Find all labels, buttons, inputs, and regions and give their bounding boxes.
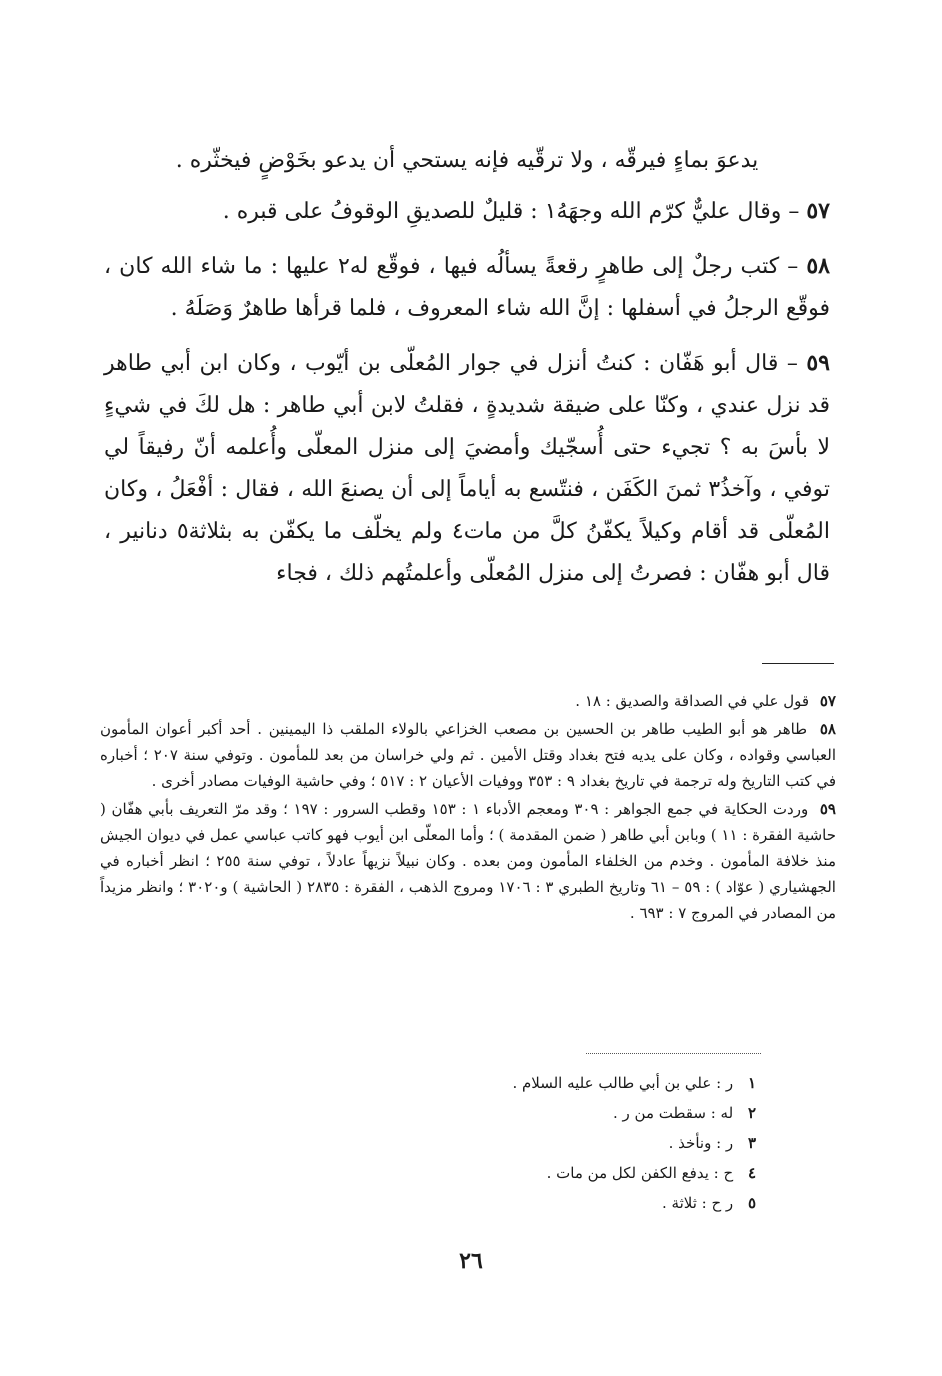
variant-2 — [376, 1098, 756, 1128]
variants-separator — [586, 1053, 761, 1054]
variant-3 — [376, 1128, 756, 1158]
variant-number: ٥ — [747, 1194, 756, 1212]
note-text: قول علي في الصداقة والصديق : ١٨ . — [575, 692, 810, 710]
paragraph-57 — [104, 190, 830, 233]
note-number: ٥٨ — [819, 720, 836, 738]
variant-text: له : سقطت من ر . — [612, 1104, 734, 1122]
footnote-separator — [762, 663, 834, 664]
variant-number: ٣ — [747, 1134, 756, 1152]
note-number: ٥٩ — [819, 800, 836, 818]
page-number: ٢٦ — [459, 1248, 483, 1274]
note-text: طاهر هو أبو الطيب طاهر بن الحسين بن مصعب الخزاعي بالولاء الملقب ذا اليمينين . أحد أكبر أعوان المأمون العباسي وقواده ، وكان على يديه فتح بغداد وقتل الأمين . ثم ولي خراسان من بعد للمأمون . وتوفي سنة ٢٠٧ ؛ أخباره في كتب التاريخ وله ترجمة في تاريخ بغداد ٩ : ٣٥٣ ووفيات الأعيان ٢ : ٥١٧ ؛ وفي حاشية الوفيات مصادر أخرى . — [100, 720, 836, 790]
variant-number: ٤ — [747, 1164, 756, 1182]
paragraph-number: ٥٨ — [806, 253, 830, 279]
paragraph-text: – وقال عليٌّ كرّم الله وجهَهُ١ : قليلٌ للصديقِ الوقوفُ على قبره . — [222, 199, 800, 224]
variant-4 — [376, 1158, 756, 1188]
variant-text: ر : ونأخذ . — [668, 1134, 734, 1152]
variant-5 — [376, 1188, 756, 1218]
paragraph-number: ٥٩ — [806, 350, 830, 376]
paragraph-59 — [104, 342, 830, 595]
variant-number: ١ — [747, 1074, 756, 1092]
paragraph-number: ٥٧ — [806, 198, 830, 224]
variant-1 — [376, 1068, 756, 1098]
note-59 — [100, 796, 836, 926]
note-number: ٥٧ — [819, 692, 836, 710]
main-text — [104, 140, 830, 607]
manuscript-variants — [376, 1068, 756, 1218]
variant-text: ح : يدفع الكفن لكل من مات . — [546, 1164, 734, 1182]
variant-number: ٢ — [747, 1104, 756, 1122]
variant-text: ر ح : ثلاثة . — [661, 1194, 734, 1212]
paragraph-58 — [104, 245, 830, 330]
note-text: وردت الحكاية في جمع الجواهر : ٣٠٩ ومعجم الأدباء ١ : ١٥٣ وقطب السرور : ١٩٧ ؛ وقد مرّ التعريف بأبي هفّان ( حاشية الفقرة : ١١ ) وبابن أبي طاهر ( ضمن المقدمة ) ؛ وأما المعلّى ابن أيوب فهو كاتب عباسي عمل في ديوان الجيش منذ خلافة المأمون . وخدم من الخلفاء المأمون ومن بعده . وكان نبيلاً نزيهاً عادلاً ، توفي سنة ٢٥٥ ؛ انظر أخباره في الجهشياري ( عوّاد ) : ٥٩ – ٦١ وتاريخ الطبري ٣ : ١٧٠٦ ومروج الذهب ، الفقرة : ٢٨٣٥ ( الحاشية ) و٣٠٢٠ ؛ وانظر مزيداً من المصادر في المروج ٧ : ٦٩٣ . — [100, 800, 836, 922]
opening-line: يدعوَ بماءٍ فيرقّه ، ولا ترقّيه فإنه يستحي أن يدعو بخَوْضٍ فيخثّره . — [175, 148, 759, 173]
note-58 — [100, 716, 836, 794]
variant-text: ر : علي بن أبي طالب عليه السلام . — [512, 1074, 734, 1092]
commentary-notes — [100, 688, 836, 928]
paragraph-text: – قال أبو هَفّان : كنتُ أنزل في جوار المُعلّى بن أيّوب ، وكان ابن أبي طاهر قد نزل عندي ، وكنّا على ضيقة شديدةٍ ، فقلتُ لابن أبي طاهر : هل لكَ في شيءٍ لا بأسَ به ؟ تجيء حتى أُسجّيك وأمضيَ إلى منزل المعلّى وأُعلمه أنّ رفيقاً لي توفي ، وآخذُ٣ ثمنَ الكَفَن ، فنتّسع به أياماً إلى أن يصنعَ الله ، فقال : أفْعَلُ ، وكان المُعلّى قد أقام وكيلاً يكفّنُ كلَّ من مات٤ ولم يخلّف ما يكفّن به بثلاثة٥ دنانير ، قال أبو هفّان : فصرتُ إلى منزل المُعلّى وأعلمتُهم ذلك ، فجاء — [104, 351, 830, 586]
note-57 — [100, 688, 836, 714]
paragraph-text: – كتب رجلٌ إلى طاهرٍ رقعةً يسألُه فيها ، فوقّع له٢ عليها : ما شاء الله كان ، فوقّع الرجلُ في أسفلها : إنَّ الله شاء المعروف ، فلما قرأها طاهرٌ وَصَلَهُ . — [104, 254, 830, 321]
